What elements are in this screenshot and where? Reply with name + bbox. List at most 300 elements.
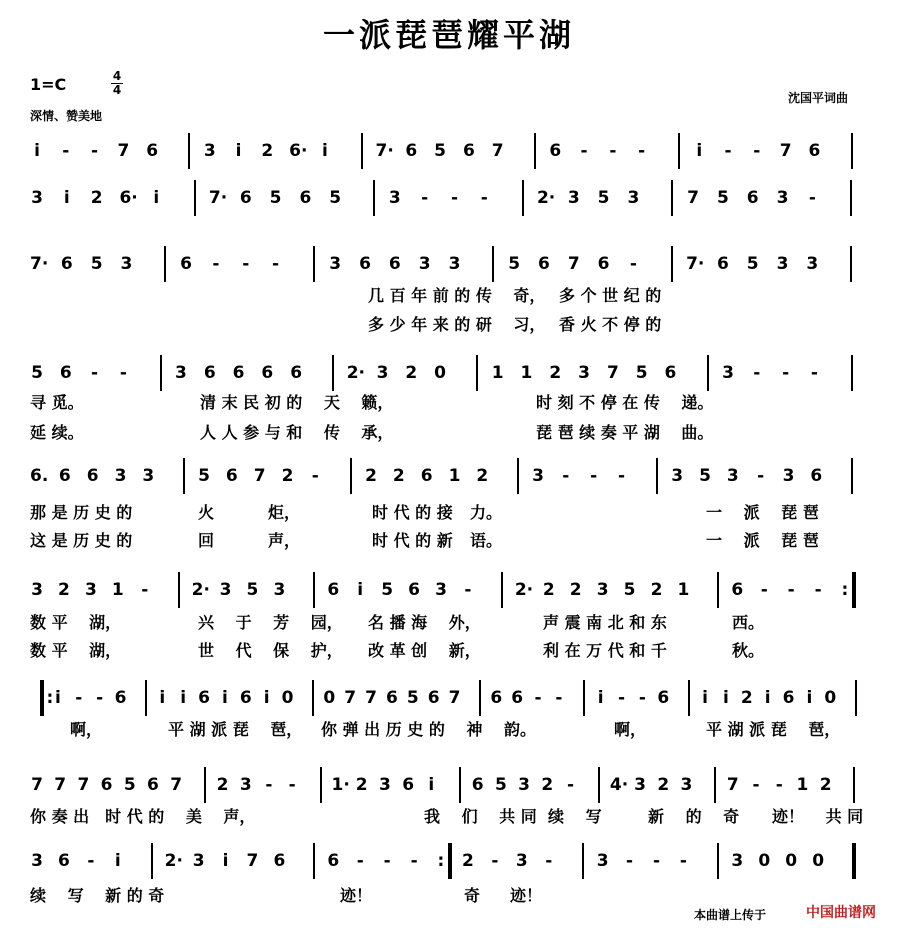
lyric-line: 炬， (268, 503, 301, 522)
note: 6 (657, 688, 670, 708)
score-system (0, 180, 898, 220)
lyric-line: 你 弹 出 历 史 的 神 韵。 (321, 720, 536, 739)
note: 1 (491, 363, 504, 383)
note: 2 (365, 466, 377, 486)
barline (501, 572, 503, 608)
note: 6 (549, 141, 562, 161)
lyric-line: 你 奏 出 时 代 的 美 声， (30, 807, 256, 826)
lyric-line: 几 百 年 前 的 传 奇， 多 个 世 纪 的 (368, 286, 662, 305)
note: 7 (31, 775, 43, 795)
note: 2 (90, 188, 103, 208)
note: 6 (782, 688, 795, 708)
lyric-line: 新 的 奇 (648, 807, 740, 826)
lyric-line: 一 派 琵 琶 (706, 503, 819, 522)
barline (40, 680, 44, 716)
note-extension: - (808, 188, 816, 208)
lyric-line: 利 在 万 代 和 千 (543, 641, 667, 660)
note: 3 (31, 851, 43, 871)
barline (714, 767, 716, 803)
note: 5 (269, 188, 282, 208)
note: 3 (596, 851, 609, 871)
lyric-line: 秋。 (732, 641, 765, 660)
note: 3 (776, 188, 789, 208)
barline (313, 246, 315, 282)
note: 5 (508, 254, 521, 274)
note: 6 (731, 580, 744, 600)
note: 6 (239, 188, 252, 208)
note: 2 (405, 363, 418, 383)
note: 7 (253, 466, 266, 486)
note-extension: - (760, 580, 768, 600)
lyric-line: 声， (268, 531, 301, 550)
note: 6 (100, 775, 113, 795)
barline (582, 843, 584, 879)
note: 7· (208, 188, 228, 208)
note-extension: - (652, 851, 661, 871)
note: 5 (494, 775, 507, 795)
note: 5 (123, 775, 136, 795)
barline (851, 458, 853, 494)
barline (671, 180, 673, 216)
note: 5 (623, 580, 636, 600)
note: 2 (541, 775, 554, 795)
note: 6 (203, 363, 216, 383)
note-extension: - (810, 363, 818, 383)
key-signature: 1=C (30, 75, 67, 94)
note: 5 (434, 141, 447, 161)
lyric-line: 世 代 保 护， (198, 641, 343, 660)
note: 3 (435, 580, 447, 600)
note: 3 (84, 580, 97, 600)
note: 7 (606, 363, 619, 383)
barline (850, 246, 852, 282)
barline (852, 572, 856, 608)
note: 7 (567, 254, 580, 274)
barline (320, 767, 322, 803)
note: 6 (327, 851, 340, 871)
lyric-line: 时 代 的 新 (372, 531, 453, 550)
note: i (159, 688, 166, 708)
barline (194, 180, 196, 216)
note-extension: - (119, 363, 127, 383)
note: 3 (722, 363, 734, 383)
note: i (702, 688, 708, 708)
note: 2· (514, 580, 534, 600)
barline (373, 180, 375, 216)
note: 2 (542, 580, 555, 600)
note: 3 (532, 466, 544, 486)
note: 3 (239, 775, 252, 795)
note: i (153, 188, 160, 208)
note: 3 (634, 775, 646, 795)
note: 6 (147, 775, 159, 795)
note: 6 (462, 141, 475, 161)
lyric-line: 奇 (464, 886, 481, 905)
note: 6 (538, 254, 550, 274)
note: 6 (420, 466, 433, 486)
lyric-line: 一 派 琵 琶 (706, 531, 819, 550)
note: 3 (192, 851, 205, 871)
note: 6 (198, 688, 210, 708)
score-system (0, 355, 898, 395)
barline (312, 680, 314, 716)
note-extension: - (787, 580, 795, 600)
note: 3 (627, 188, 640, 208)
lyric-line: 声 震 南 北 和 东 (543, 613, 667, 632)
note: i (222, 851, 229, 871)
note: 3 (596, 580, 609, 600)
note: 3 (219, 580, 232, 600)
note: 7· (30, 254, 49, 274)
time-signature-top: 4 (112, 69, 122, 83)
note: 6 (664, 363, 677, 383)
author-credit: 沈国平词曲 (788, 91, 849, 105)
note-extension: - (545, 851, 553, 871)
lyric-line: 琵 琶 续 奏 平 湖 曲。 (536, 423, 714, 442)
note: 2 (740, 688, 753, 708)
barline (534, 133, 536, 169)
note: 6 (290, 363, 303, 383)
note: 6 (810, 466, 823, 486)
repeat-dots: : (841, 580, 849, 600)
time-signature (111, 71, 123, 96)
note-extension: - (566, 775, 574, 795)
barline (332, 355, 334, 391)
note: 6. (30, 466, 49, 486)
lyric-line: 数 平 湖， (30, 641, 122, 660)
note: 3 (578, 363, 590, 383)
note: 7 (54, 775, 67, 795)
note: i (235, 141, 242, 161)
lyric-line: 寻 觅。 (30, 393, 84, 412)
lyric-line: 兴 于 芳 园， (198, 613, 343, 632)
lyric-line: 西。 (732, 613, 765, 632)
note: 3 (329, 254, 342, 274)
note: 6 (359, 254, 371, 274)
note: i (114, 851, 121, 871)
note: i (180, 688, 187, 708)
note: 6 (60, 254, 73, 274)
note-extension: - (724, 141, 732, 161)
note-extension: - (626, 851, 634, 871)
note: 3 (726, 466, 739, 486)
score-system (0, 572, 898, 612)
barline (850, 180, 852, 216)
note: 3 (515, 851, 528, 871)
note: 5 (716, 188, 729, 208)
note: 5 (329, 188, 342, 208)
note: 2· (346, 363, 366, 383)
barline (145, 680, 147, 716)
lyric-line: 续 写 新 的 奇 (30, 886, 165, 905)
barline (492, 246, 494, 282)
note: 6 (58, 466, 71, 486)
note-extension: - (62, 141, 70, 161)
note: 6 (232, 363, 245, 383)
note: 3 (782, 466, 795, 486)
lyric-line: 平 湖 派 琵 琶， (706, 720, 841, 739)
note-extension: - (753, 141, 761, 161)
note-extension: - (638, 141, 646, 161)
note: 3 (567, 188, 580, 208)
barline (707, 355, 709, 391)
brand-logo: 中国曲谱网 (806, 905, 876, 921)
note-extension: - (212, 254, 220, 274)
note: 5 (246, 580, 259, 600)
time-signature-bottom: 4 (112, 83, 122, 97)
note: 6 (299, 188, 312, 208)
note: 7 (779, 141, 792, 161)
note: 3 (378, 775, 391, 795)
song-title: 一派琵琶耀平湖 (322, 16, 575, 54)
lyric-line: 续 写 (548, 807, 602, 826)
note-extension: - (242, 254, 250, 274)
lyric-line: 人 人 参 与 和 传 承， (200, 423, 394, 442)
note: i (34, 141, 40, 161)
note: 1 (520, 363, 533, 383)
note-extension: - (679, 851, 687, 871)
barline (598, 767, 600, 803)
note: 6 (405, 141, 418, 161)
note: 5 (406, 688, 419, 708)
barline (851, 133, 853, 169)
barline (688, 680, 690, 716)
repeat-dots: : (46, 688, 54, 708)
note: i (764, 688, 771, 708)
barline (717, 843, 719, 879)
note-extension: - (555, 688, 563, 708)
lyric-line: 时 代 的 接 (372, 503, 453, 522)
note: 7 (77, 775, 90, 795)
footer-text: 本曲谱上传于 (694, 908, 767, 922)
lyric-line: 啊， (614, 720, 647, 739)
note: 7 (365, 688, 377, 708)
note: 3 (273, 580, 286, 600)
note: 3 (806, 254, 819, 274)
lyric-line: 迹！ 共 同 (772, 807, 864, 826)
note: 6 (402, 775, 415, 795)
note: 6 (490, 688, 503, 708)
note: i (722, 688, 729, 708)
note-extension: - (590, 466, 598, 486)
note: 7 (448, 688, 461, 708)
score-system (0, 246, 898, 286)
note: 7 (246, 851, 259, 871)
score-system (0, 680, 898, 720)
note: 3 (418, 254, 431, 274)
note: 2 (462, 851, 474, 871)
note: 6 (716, 254, 729, 274)
lyric-line: 力。 (470, 503, 503, 522)
note: 3 (680, 775, 693, 795)
note: 4· (609, 775, 629, 795)
note: 6 (225, 466, 238, 486)
note: 3 (175, 363, 187, 383)
note: 2 (819, 775, 832, 795)
note-extension: - (753, 363, 761, 383)
barline (164, 246, 166, 282)
note: 5 (90, 254, 103, 274)
lyric-line: 我 们 共 同 (424, 807, 537, 826)
note: 6 (114, 688, 127, 708)
note: 1· (331, 775, 350, 795)
note: i (263, 688, 270, 708)
note: i (428, 775, 435, 795)
note-extension: - (141, 580, 149, 600)
note-extension: - (464, 580, 472, 600)
note: 7 (726, 775, 739, 795)
barline (583, 680, 585, 716)
note-extension: - (410, 851, 418, 871)
barline (459, 767, 461, 803)
note: 6 (261, 363, 274, 383)
barline (361, 133, 363, 169)
lyric-line: 多 少 年 来 的 研 习， 香 火 不 停 的 (368, 315, 662, 334)
lyric-line: 火 (198, 503, 215, 522)
note: 5 (746, 254, 759, 274)
note: 7· (375, 141, 394, 161)
score-system (0, 458, 898, 498)
note: 0 (323, 688, 336, 708)
barline (350, 458, 352, 494)
lyric-line: 名 播 海 外， (368, 613, 481, 632)
note: 5 (597, 188, 610, 208)
note: 2· (536, 188, 556, 208)
note: 5 (699, 466, 711, 486)
note: 6 (511, 688, 524, 708)
note-extension: - (629, 254, 637, 274)
note: 3 (114, 466, 127, 486)
note: 3 (731, 851, 744, 871)
note: 0 (281, 688, 294, 708)
note-extension: - (450, 188, 459, 208)
note-extension: - (421, 188, 429, 208)
note: 6 (327, 580, 340, 600)
note: 1 (448, 466, 461, 486)
note: 6 (59, 363, 72, 383)
note-extension: - (814, 580, 822, 600)
note-extension: - (757, 466, 765, 486)
note: i (806, 688, 813, 708)
barline (851, 355, 853, 391)
note-extension: - (91, 363, 99, 383)
barline (717, 572, 719, 608)
note: 2 (476, 466, 489, 486)
lyric-line: 延 续。 (30, 423, 84, 442)
note: 0 (785, 851, 798, 871)
note: 6 (58, 851, 70, 871)
note: 6 (146, 141, 159, 161)
barline (656, 458, 658, 494)
barline (476, 355, 478, 391)
note: 6· (289, 141, 308, 161)
lyric-line: 清 末 民 初 的 天 籁， (200, 393, 394, 412)
note: 3 (388, 188, 401, 208)
note-extension: - (87, 851, 95, 871)
note: 3 (120, 254, 133, 274)
note: 3 (31, 580, 43, 600)
lyric-line: 语。 (470, 531, 503, 550)
note: 6 (273, 851, 286, 871)
note-extension: - (383, 851, 391, 871)
note: 0 (824, 688, 837, 708)
barline (188, 133, 190, 169)
lyric-line: 啊， (70, 720, 103, 739)
tempo-marking: 深情、赞美地 (30, 109, 103, 123)
barline (448, 843, 452, 879)
note-extension: - (782, 363, 790, 383)
note-extension: - (311, 466, 319, 486)
note: 2 (657, 775, 670, 795)
note-extension: - (617, 688, 626, 708)
note: 2 (216, 775, 229, 795)
note: i (322, 141, 328, 161)
note: i (357, 580, 364, 600)
note: i (597, 688, 604, 708)
barline (178, 572, 180, 608)
note-extension: - (480, 188, 488, 208)
note: i (696, 141, 703, 161)
barline (204, 767, 206, 803)
barline (855, 680, 857, 716)
note-extension: - (91, 141, 99, 161)
note: 6 (408, 580, 421, 600)
note: 6 (180, 254, 193, 274)
note: 1 (796, 775, 809, 795)
repeat-dots: : (437, 851, 445, 871)
note: 6· (119, 188, 138, 208)
note: 3 (518, 775, 530, 795)
barline (151, 843, 153, 879)
note-extension: - (638, 688, 646, 708)
note: 7 (344, 688, 357, 708)
note-extension: - (775, 775, 783, 795)
barline (671, 246, 673, 282)
note: 2· (191, 580, 210, 600)
note: 7 (687, 188, 699, 208)
note: 7 (491, 141, 504, 161)
note: 2 (58, 580, 70, 600)
note: 3 (203, 141, 216, 161)
note: 6 (597, 254, 610, 274)
note: 2 (650, 580, 663, 600)
barline (479, 680, 481, 716)
note: 2 (281, 466, 294, 486)
lyric-line: 回 (198, 531, 215, 550)
note: 3 (671, 466, 684, 486)
note: 6 (808, 141, 821, 161)
note: i (63, 188, 70, 208)
lyric-line: 平 湖 派 琵 琶， (168, 720, 303, 739)
barline (853, 767, 855, 803)
barline (313, 572, 315, 608)
note: 6 (388, 254, 401, 274)
note: 0 (812, 851, 825, 871)
note: 6 (385, 688, 398, 708)
note: 5 (31, 363, 43, 383)
barline (183, 458, 185, 494)
note: 5 (198, 466, 210, 486)
note-extension: - (272, 254, 280, 274)
note: 7 (170, 775, 183, 795)
note: 3 (448, 254, 461, 274)
note: 3 (142, 466, 155, 486)
note: 6 (471, 775, 484, 795)
note-extension: - (617, 466, 626, 486)
lyric-line: 这 是 历 史 的 (30, 531, 133, 550)
lyric-line: 那 是 历 史 的 (30, 503, 133, 522)
lyric-line: 迹！ (510, 886, 543, 905)
